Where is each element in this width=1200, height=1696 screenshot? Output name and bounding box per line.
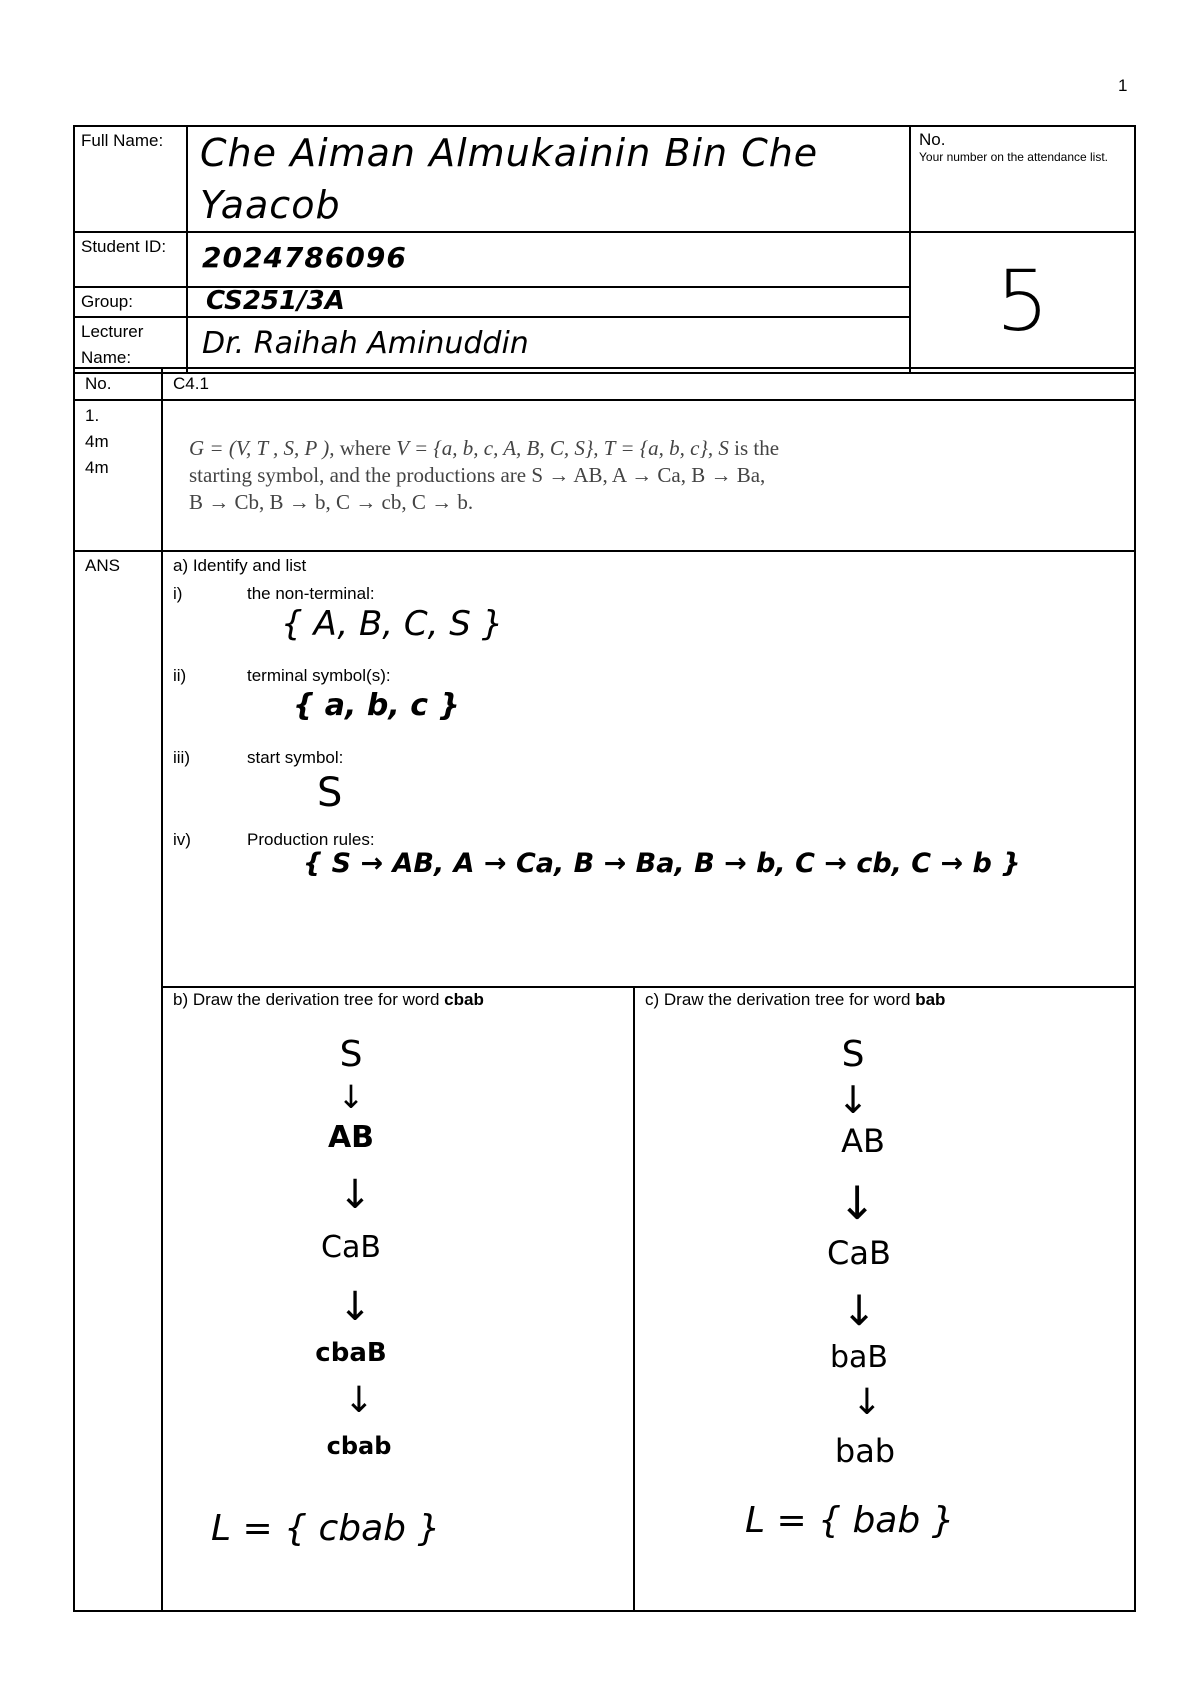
- attendance-no-label: No.: [919, 130, 946, 149]
- part-b-language: L = { cbab }: [211, 1508, 441, 1549]
- full-name-label: Full Name:: [81, 131, 164, 150]
- tree-b-arrow-3: ↓: [338, 1284, 372, 1330]
- part-a: [163, 552, 1134, 986]
- group-value: CS251/3A: [206, 286, 345, 316]
- tree-b-node-3: CaB: [321, 1230, 381, 1265]
- part-a-cell: [162, 551, 1135, 987]
- part-c-cell: [634, 987, 1135, 1611]
- item-iv-number: iv): [173, 830, 191, 849]
- lecturer-cell: [187, 317, 910, 373]
- tree-b-node-5: cbab: [326, 1432, 392, 1460]
- tree-c-arrow-1: ↓: [837, 1078, 869, 1122]
- student-id-value: 2024786096: [202, 241, 407, 274]
- page-number: 1: [1118, 76, 1128, 95]
- ans-label: ANS: [85, 556, 120, 575]
- grammar-terminals: T = {a, b, c},: [598, 436, 714, 460]
- question-text-cell: [162, 400, 1135, 551]
- tree-b-arrow-1: ↓: [337, 1078, 365, 1116]
- terminal-answer: { a, b, c }: [293, 688, 460, 723]
- question-table: [73, 367, 1136, 1612]
- student-id-cell: [187, 232, 910, 287]
- question-number: 1.: [85, 406, 100, 425]
- student-id-label: Student ID:: [81, 237, 167, 256]
- part-c: [635, 988, 1134, 1610]
- tree-c-arrow-4: ↓: [851, 1382, 883, 1423]
- production-rules-answer: { S → AB, A → Ca, B → Ba, B → b, C → cb, C → b }: [303, 848, 1021, 879]
- tree-c-arrow-3: ↓: [841, 1286, 877, 1335]
- item-i-number: i): [173, 584, 183, 603]
- student-id-label-cell: [74, 232, 187, 287]
- grammar-line1-end: is the: [728, 436, 780, 460]
- tree-b-arrow-2: ↓: [338, 1172, 372, 1218]
- question-marks-1: 4m: [85, 432, 109, 451]
- grammar-definition: [163, 401, 1134, 516]
- code-cell: [162, 368, 1135, 400]
- nonterminal-answer: { A, B, C, S }: [281, 604, 504, 644]
- question-marks-2: 4m: [85, 458, 109, 477]
- grammar-variables: V = {a, b, c, A, B, C, S},: [396, 436, 599, 460]
- tree-c-node-1: S: [841, 1034, 865, 1075]
- no-header-cell: [74, 368, 162, 400]
- part-c-title: c) Draw the derivation tree for word bab: [645, 990, 946, 1009]
- tree-c-arrow-2: ↓: [837, 1176, 877, 1230]
- full-name-cell: [187, 126, 910, 232]
- item-iii-text: start symbol:: [247, 748, 344, 767]
- grammar-line-3: B → Cb, B → b, C → cb, C → b.: [189, 490, 474, 514]
- full-name-value: Che Aiman Almukainin Bin Che Yaacob: [200, 131, 819, 227]
- part-b: [163, 988, 633, 1610]
- tree-b-node-1: S: [339, 1034, 363, 1075]
- tree-b-node-2: AB: [327, 1120, 375, 1155]
- tree-b-node-4: cbaB: [315, 1338, 387, 1368]
- item-i-text: the non-terminal:: [247, 584, 375, 603]
- item-ii-text: terminal symbol(s):: [247, 666, 391, 685]
- attendance-no-header-cell: [910, 126, 1135, 232]
- group-label: Group:: [81, 292, 133, 311]
- lecturer-value: Dr. Raihah Aminuddin: [202, 326, 529, 361]
- part-c-language: L = { bab }: [745, 1500, 955, 1541]
- full-name-label-cell: [74, 126, 187, 232]
- tree-c-node-4: baB: [829, 1340, 889, 1375]
- item-iii-number: iii): [173, 748, 190, 767]
- attendance-no-cell: [910, 232, 1135, 373]
- lecturer-label-cell: [74, 317, 187, 373]
- grammar-where: where: [334, 436, 397, 460]
- item-iv-text: Production rules:: [247, 830, 375, 849]
- group-cell: [187, 287, 910, 317]
- grammar-tuple: G = (V, T , S, P ),: [189, 436, 335, 460]
- tree-b-arrow-4: ↓: [343, 1380, 375, 1421]
- part-b-word: cbab: [444, 990, 484, 1009]
- student-info-table: [73, 125, 1136, 374]
- grammar-start: S: [713, 436, 729, 460]
- part-b-cell: [162, 987, 634, 1611]
- start-symbol-answer: S: [317, 770, 343, 816]
- part-a-title: a) Identify and list: [173, 556, 307, 575]
- question-code: C4.1: [173, 374, 209, 393]
- item-ii-number: ii): [173, 666, 187, 685]
- group-label-cell: [74, 287, 187, 317]
- tree-c-node-5: bab: [834, 1432, 896, 1470]
- part-b-title: b) Draw the derivation tree for word cbab: [173, 990, 484, 1009]
- no-header: No.: [85, 374, 112, 393]
- attendance-no-value: 5: [995, 252, 1050, 350]
- grammar-line-2: starting symbol, and the productions are S → AB, A → Ca, B → Ba,: [189, 463, 766, 487]
- ans-label-cell: [74, 551, 162, 1611]
- question-number-cell: [74, 400, 162, 551]
- lecturer-label: Lecturer Name:: [81, 322, 144, 367]
- attendance-no-hint: Your number on the attendance list.: [919, 150, 1109, 164]
- tree-c-node-3: CaB: [827, 1234, 891, 1272]
- part-c-word: bab: [915, 990, 946, 1009]
- tree-c-node-2: AB: [841, 1122, 885, 1160]
